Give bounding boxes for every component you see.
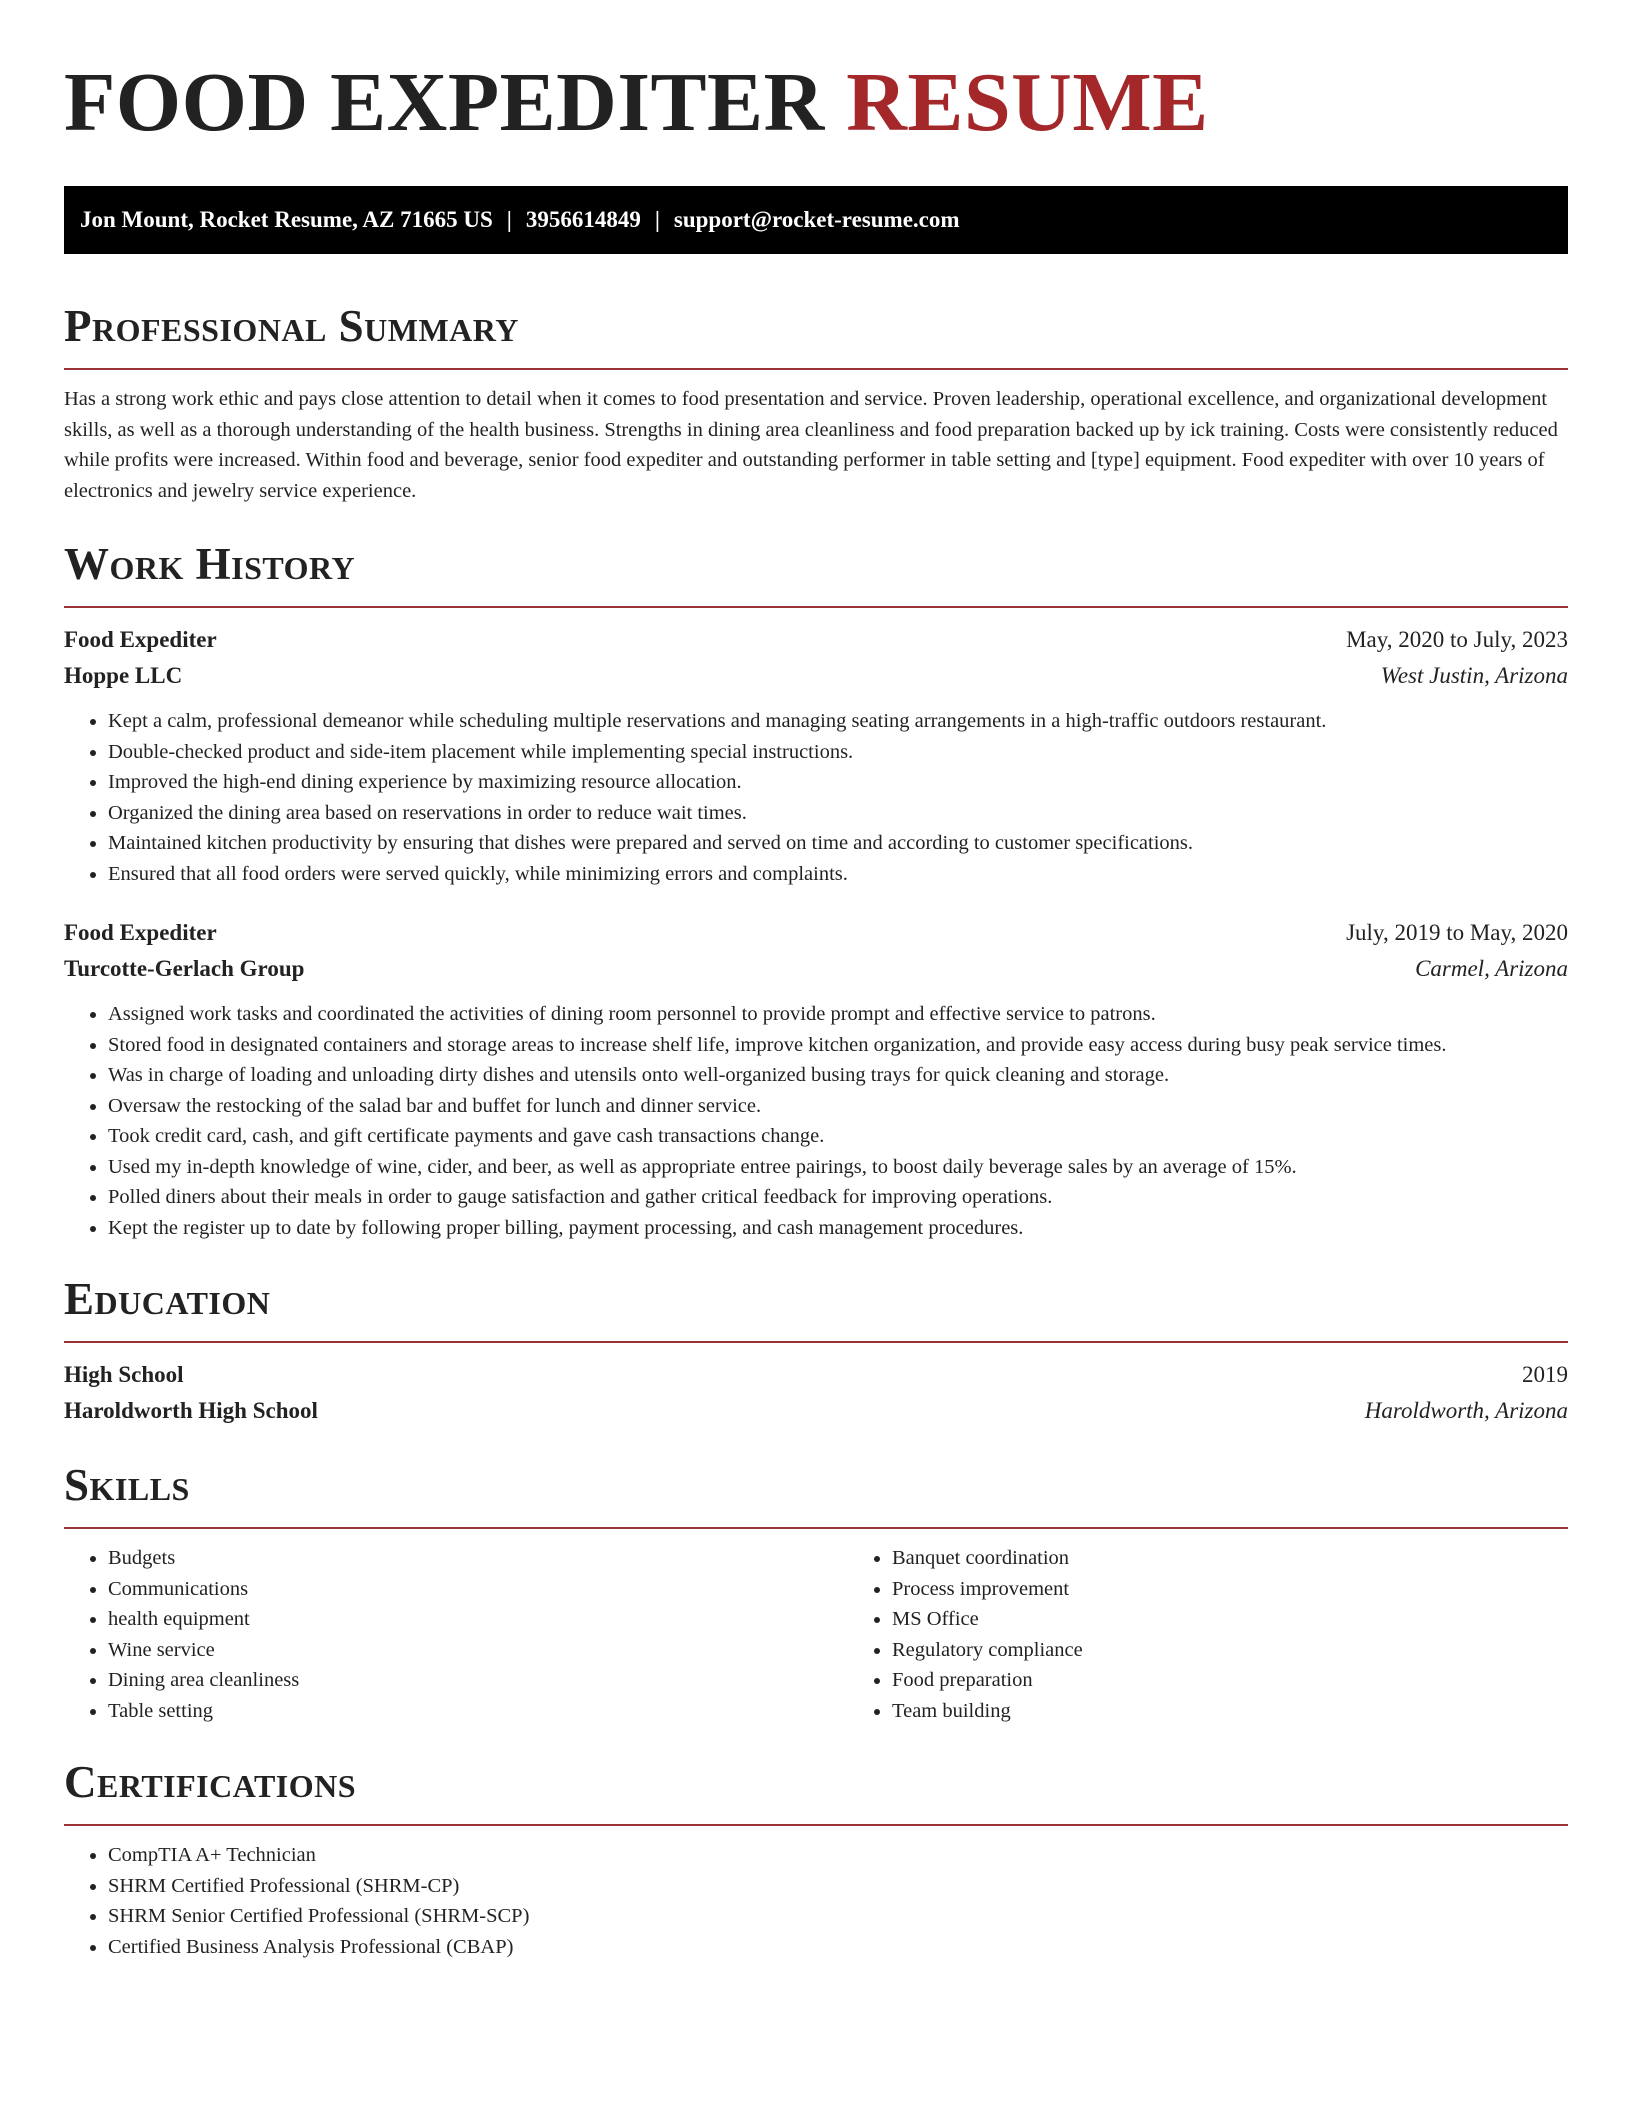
education-degree-row: [64, 1357, 1568, 1393]
section-divider: [64, 606, 1568, 608]
job-entry: [64, 915, 1568, 1243]
skill-item: • health equipment: [108, 1604, 848, 1635]
contact-separator: |: [654, 207, 660, 232]
certification-item: • Certified Business Analysis Professional (CBAP): [108, 1932, 1568, 1963]
skills-section: [64, 1455, 1568, 1726]
education-heading: Education: [64, 1274, 271, 1324]
job-bullet: • Was in charge of loading and unloading dirty dishes and utensils onto well-organized busing trays for quick cleaning and storage.: [108, 1060, 1568, 1091]
skill-item: • Table setting: [108, 1696, 848, 1727]
job-bullet: • Ensured that all food orders were served quickly, while minimizing errors and complaints.: [108, 859, 1568, 890]
job-company-row: [64, 951, 1568, 987]
job-bullets: [64, 999, 1568, 1243]
job-company-row: [64, 658, 1568, 694]
job-title: Food Expediter: [64, 920, 217, 945]
certifications-section: [64, 1752, 1568, 1962]
education-degree: High School: [64, 1362, 184, 1387]
job-location: Carmel, Arizona: [1415, 956, 1568, 981]
certification-item: • CompTIA A+ Technician: [108, 1840, 1568, 1871]
skill-item: • Process improvement: [892, 1574, 1568, 1605]
work-history-section: [64, 534, 1568, 1243]
skills-heading: Skills: [64, 1460, 190, 1510]
section-divider: [64, 1824, 1568, 1826]
job-title: Food Expediter: [64, 627, 217, 652]
certification-item: • SHRM Senior Certified Professional (SHRM-SCP): [108, 1901, 1568, 1932]
job-bullet: • Took credit card, cash, and gift certificate payments and gave cash transactions change.: [108, 1121, 1568, 1152]
job-bullet: • Improved the high-end dining experience by maximizing resource allocation.: [108, 767, 1568, 798]
job-header-row: [64, 915, 1568, 951]
certifications-list: [64, 1840, 1568, 1962]
job-dates: May, 2020 to July, 2023: [1346, 627, 1568, 652]
summary-section: [64, 296, 1568, 506]
section-divider: [64, 1527, 1568, 1529]
skill-item: • Budgets: [108, 1543, 848, 1574]
summary-text: Has a strong work ethic and pays close attention to detail when it comes to food presentation and service. Proven leadership, operational excellence, and organizational development skills, as well as a thorough understanding of the health business. Strengths in dining area cleanliness and food preparation backed up by ick training. Costs were consistently reduced while profits were increased. Within food and beverage, senior food expediter and outstanding performer in table setting and [type] equipment. Food expediter with over 10 years of electronics and jewelry service experience.: [64, 388, 1558, 502]
job-bullet: • Maintained kitchen productivity by ensuring that dishes were prepared and served on time and according to customer specifications.: [108, 828, 1568, 859]
skill-item: • Team building: [892, 1696, 1568, 1727]
education-year: 2019: [1522, 1362, 1568, 1387]
title-main: FOOD EXPEDITER: [64, 56, 825, 149]
job-company: Turcotte-Gerlach Group: [64, 956, 305, 981]
contact-phone: 3956614849: [525, 207, 641, 232]
job-bullet: • Polled diners about their meals in order to gauge satisfaction and gather critical feedback for improving operations.: [108, 1182, 1568, 1213]
skill-item: • Banquet coordination: [892, 1543, 1568, 1574]
education-school-row: [64, 1393, 1568, 1429]
skill-item: • Food preparation: [892, 1665, 1568, 1696]
job-dates: July, 2019 to May, 2020: [1346, 920, 1568, 945]
contact-separator: |: [506, 207, 512, 232]
job-bullet: • Kept the register up to date by following proper billing, payment processing, and cash management procedures.: [108, 1213, 1568, 1244]
skill-item: • Wine service: [108, 1635, 848, 1666]
job-bullets: [64, 706, 1568, 889]
education-location: Haroldworth, Arizona: [1364, 1398, 1568, 1423]
title-accent: RESUME: [846, 56, 1209, 149]
job-entry: [64, 622, 1568, 889]
skills-list-right: [848, 1543, 1568, 1726]
contact-bar: [64, 186, 1568, 254]
skill-item: • Dining area cleanliness: [108, 1665, 848, 1696]
skill-item: • MS Office: [892, 1604, 1568, 1635]
summary-heading: Professional Summary: [64, 301, 519, 351]
work-history-heading: Work History: [64, 539, 356, 589]
education-section: [64, 1269, 1568, 1429]
section-divider: [64, 1341, 1568, 1343]
resume-title: [64, 48, 1568, 158]
certifications-heading: Certifications: [64, 1757, 357, 1807]
skill-item: • Communications: [108, 1574, 848, 1605]
contact-email: support@rocket-resume.com: [673, 207, 960, 232]
contact-address: Jon Mount, Rocket Resume, AZ 71665 US: [80, 207, 493, 232]
job-bullet: • Stored food in designated containers and storage areas to increase shelf life, improve kitchen organization, and provide easy access during busy peak service times.: [108, 1030, 1568, 1061]
job-bullet: • Organized the dining area based on reservations in order to reduce wait times.: [108, 798, 1568, 829]
education-school: Haroldworth High School: [64, 1398, 318, 1423]
section-divider: [64, 368, 1568, 370]
job-bullet: • Assigned work tasks and coordinated the activities of dining room personnel to provide prompt and effective service to patrons.: [108, 999, 1568, 1030]
job-bullet: • Oversaw the restocking of the salad bar and buffet for lunch and dinner service.: [108, 1091, 1568, 1122]
certification-item: • SHRM Certified Professional (SHRM-CP): [108, 1871, 1568, 1902]
job-bullet: • Kept a calm, professional demeanor while scheduling multiple reservations and managing seating arrangements in a high-traffic outdoors restaurant.: [108, 706, 1568, 737]
skills-grid: [64, 1543, 1568, 1726]
job-location: West Justin, Arizona: [1380, 663, 1568, 688]
job-bullet: • Used my in-depth knowledge of wine, cider, and beer, as well as appropriate entree pairings, to boost daily beverage sales by an average of 15%.: [108, 1152, 1568, 1183]
job-bullet: • Double-checked product and side-item placement while implementing special instructions.: [108, 737, 1568, 768]
job-company: Hoppe LLC: [64, 663, 183, 688]
skills-list-left: [64, 1543, 848, 1726]
job-header-row: [64, 622, 1568, 658]
skill-item: • Regulatory compliance: [892, 1635, 1568, 1666]
